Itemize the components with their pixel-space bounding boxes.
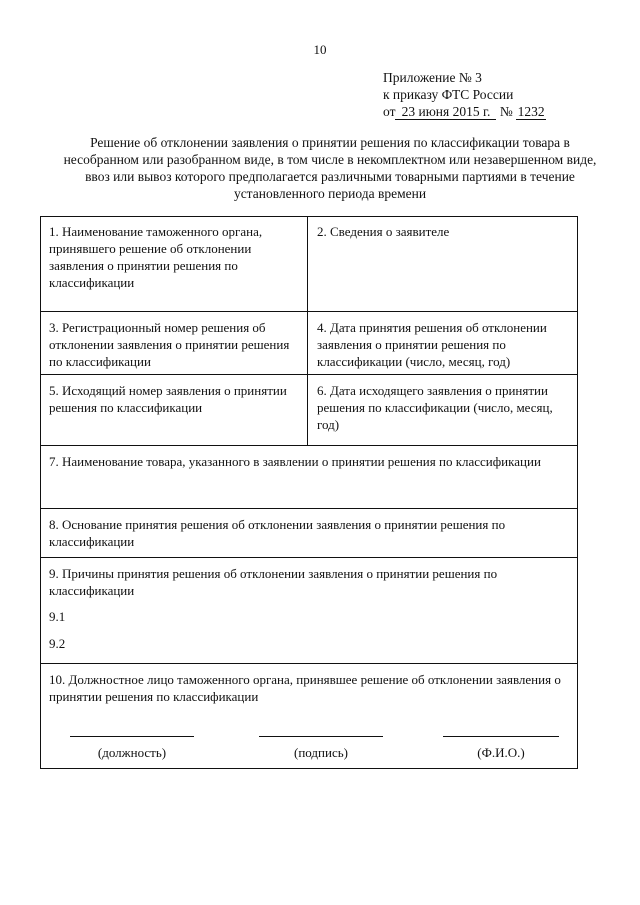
- field-registration-number[interactable]: [41, 313, 307, 374]
- signature-caption: (подпись): [294, 745, 348, 760]
- field-outgoing-date[interactable]: [309, 376, 577, 445]
- row-divider: [41, 311, 577, 312]
- document-title: Решение об отклонении заявления о принятии решения по классификации товара в несобранном или разобранном виде, в том числе в некомплектном или незавершенном виде, ввоз или вывоз которого предполагается различными товарными партиями в течение установленного периода времени: [63, 135, 597, 201]
- field-1-label: 1. Наименование таможенного органа, принявшего решение об отклонении заявления о принятии решения по классификации: [49, 224, 263, 290]
- row-divider: [41, 508, 577, 509]
- field-9-label: 9. Причины принятия решения об отклонении заявления о принятии решения по классификации: [49, 566, 498, 598]
- appendix-date-line: [383, 103, 546, 120]
- order-number: 1232: [517, 104, 545, 119]
- field-rejection-basis[interactable]: [41, 510, 577, 557]
- appendix-order-ref: к приказу ФТС России: [383, 87, 514, 102]
- row-divider: [41, 374, 577, 375]
- column-divider: [307, 217, 308, 445]
- position-caption: (должность): [97, 745, 167, 760]
- field-3-label: 3. Регистрационный номер решения об отклонении заявления о принятии решения по классификации: [49, 320, 290, 369]
- name-signature-line[interactable]: [443, 736, 559, 737]
- row-divider: [41, 557, 577, 558]
- signature-line[interactable]: [259, 736, 383, 737]
- appendix-title: Приложение № 3: [383, 70, 482, 85]
- date-prefix: от: [383, 104, 396, 119]
- field-7-label: 7. Наименование товара, указанного в заявлении о принятии решения по классификации: [49, 454, 541, 469]
- order-date: 23 июня 2015 г.: [395, 104, 496, 120]
- field-10-label: 10. Должностное лицо таможенного органа, принявшее решение об отклонении заявления о принятии решения по классификации: [49, 672, 561, 704]
- field-5-label: 5. Исходящий номер заявления о принятии решения по классификации: [49, 383, 287, 415]
- field-4-label: 4. Дата принятия решения об отклонении заявления о принятии решения по классификации (число, месяц, год): [317, 320, 547, 369]
- field-8-label: 8. Основание принятия решения об отклонении заявления о принятии решения по классификации: [49, 517, 506, 549]
- row-divider: [41, 445, 577, 446]
- field-goods-name[interactable]: [41, 447, 577, 508]
- field-customs-authority[interactable]: [41, 217, 307, 311]
- field-2-label: 2. Сведения о заявителе: [317, 224, 450, 239]
- field-rejection-reasons[interactable]: [41, 559, 577, 663]
- position-signature-line[interactable]: [70, 736, 194, 737]
- appendix-header: [383, 69, 546, 120]
- field-outgoing-number[interactable]: [41, 376, 307, 445]
- number-prefix: №: [499, 104, 513, 119]
- reason-9-2[interactable]: 9.2: [49, 636, 66, 651]
- row-divider: [41, 663, 577, 664]
- field-6-label: 6. Дата исходящего заявления о принятии решения по классификации (число, месяц, год): [317, 383, 553, 432]
- page-number: 10: [313, 42, 327, 57]
- decision-form-table: [40, 216, 578, 769]
- field-applicant-info[interactable]: [309, 217, 577, 311]
- field-decision-date[interactable]: [309, 313, 577, 374]
- reason-9-1[interactable]: 9.1: [49, 609, 66, 624]
- name-caption: (Ф.И.О.): [477, 745, 525, 760]
